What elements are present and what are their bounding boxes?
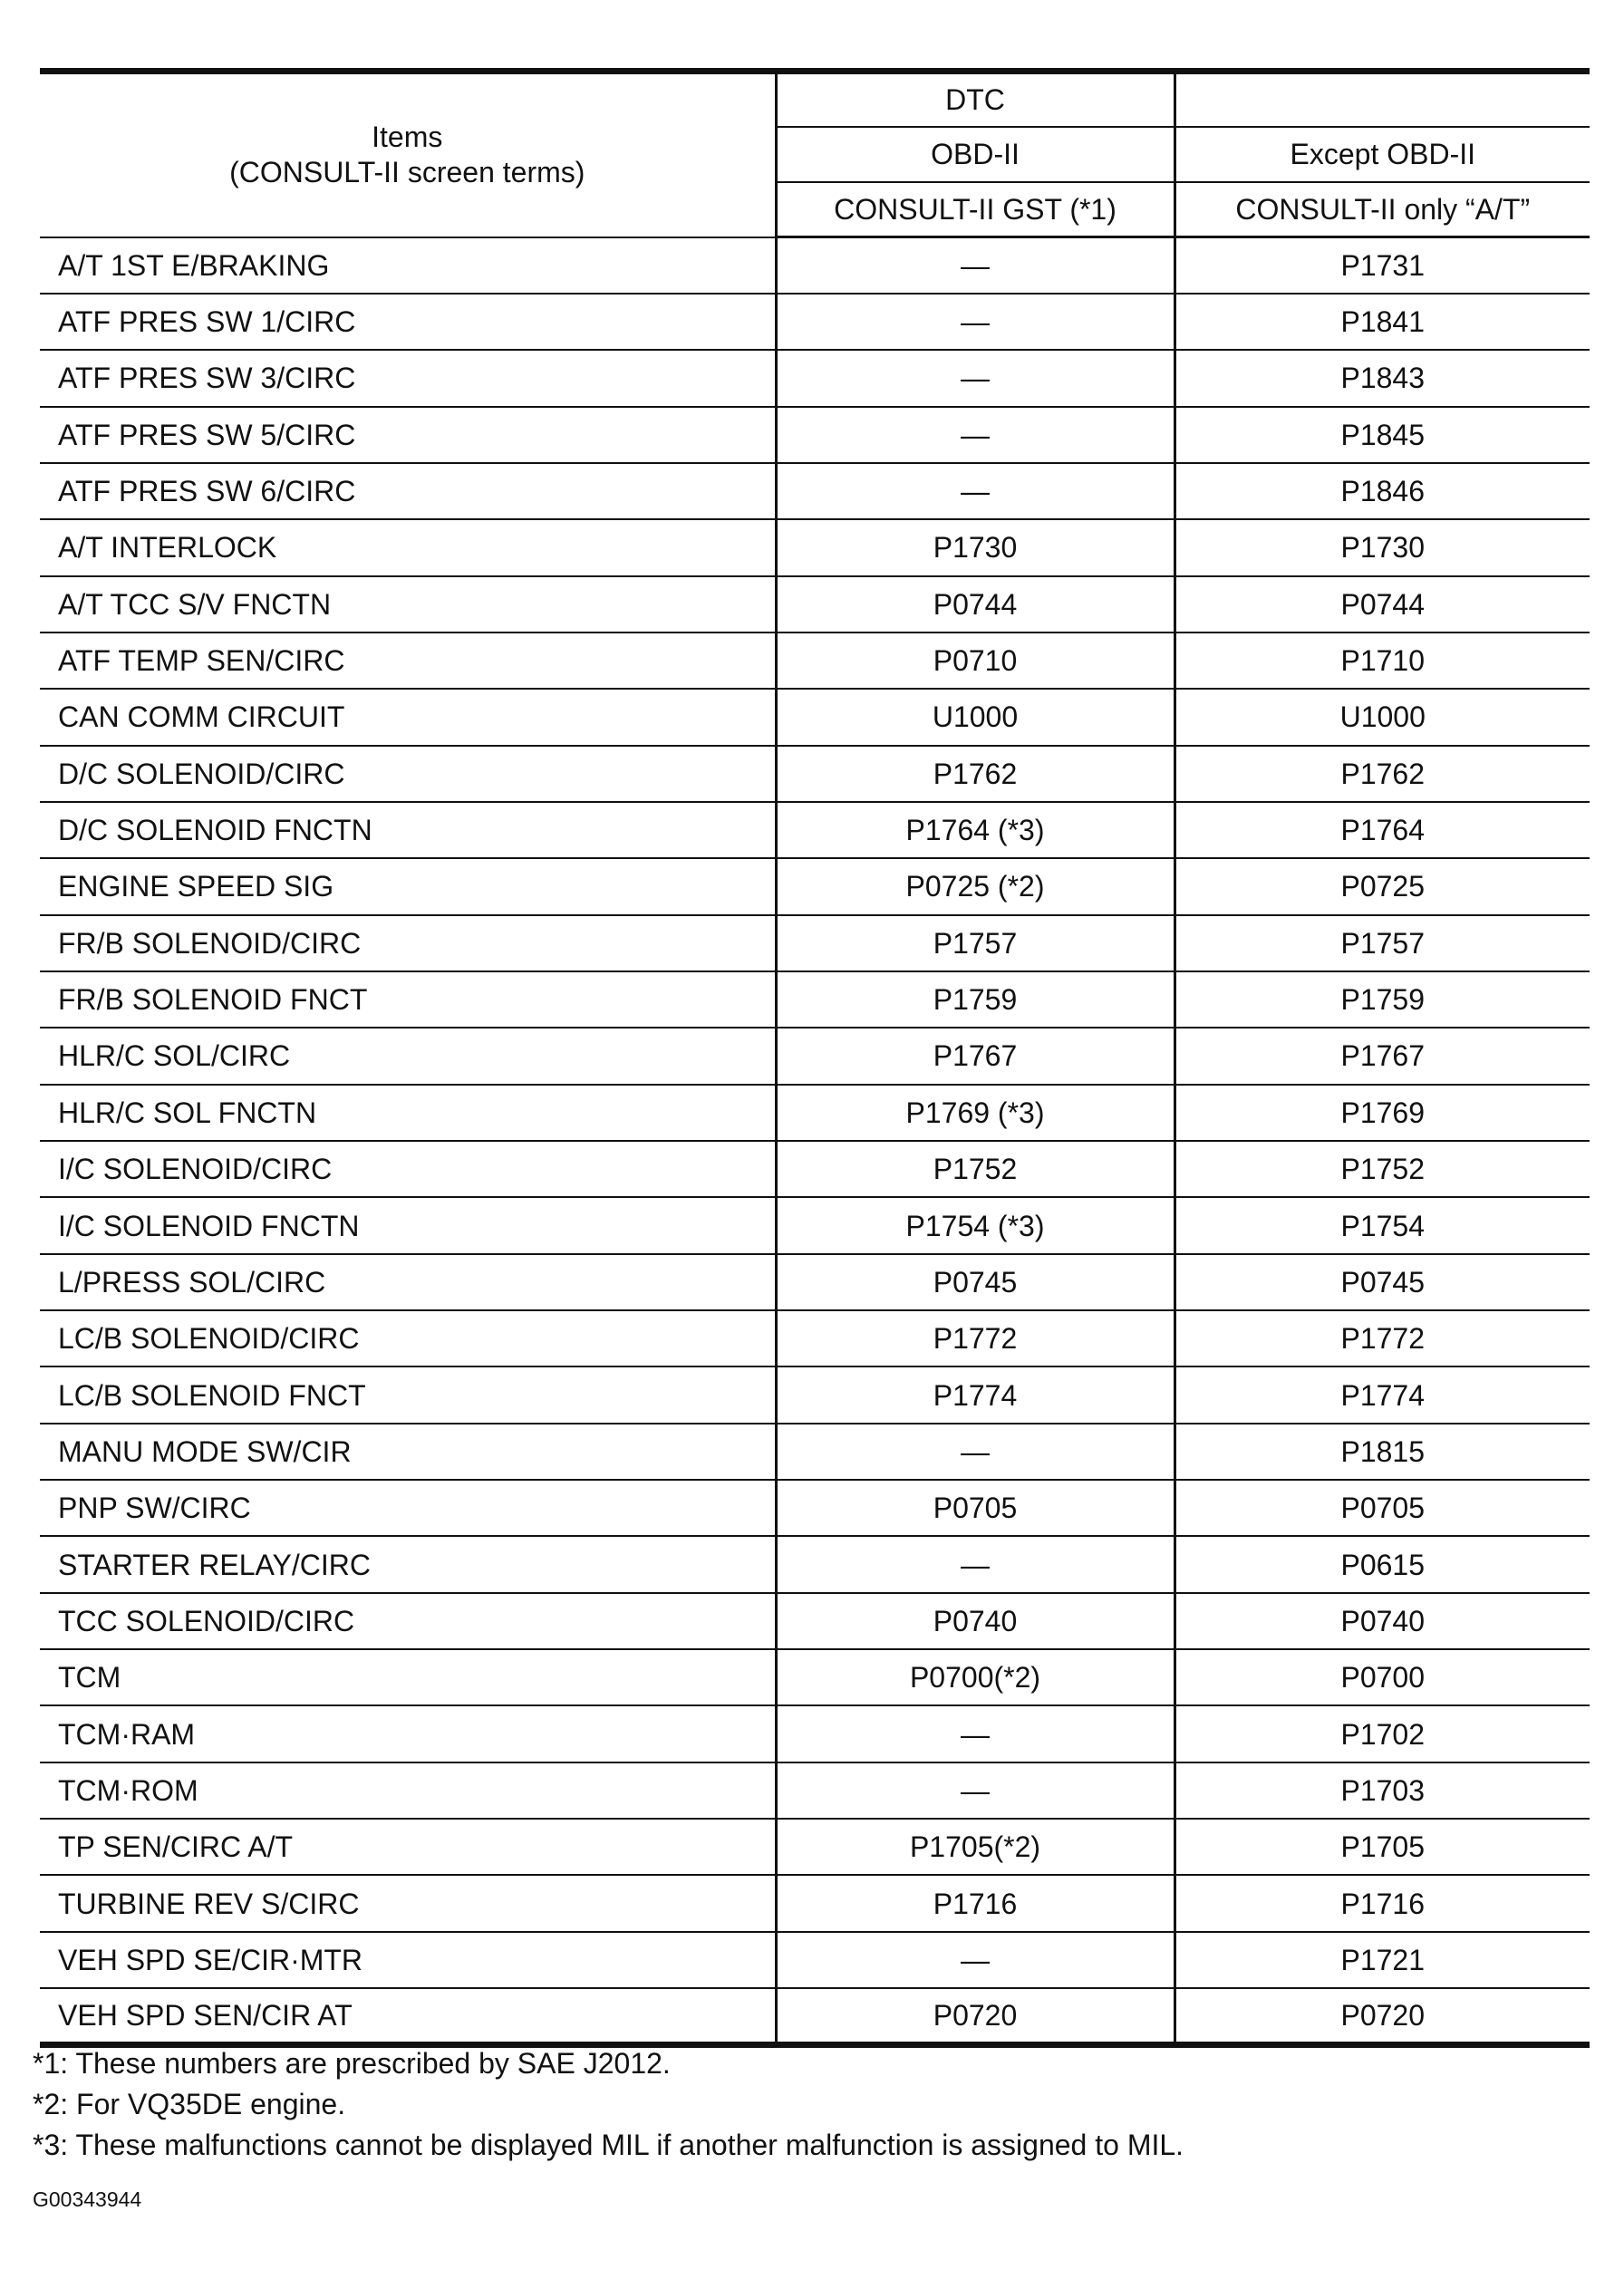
gst-dtc-cell: P1772 — [776, 1310, 1174, 1366]
table-row — [40, 294, 1590, 350]
table-row — [40, 1593, 1590, 1649]
gst-dtc-cell: P1769 (*3) — [776, 1085, 1174, 1141]
consult-only-dtc-cell: P1846 — [1174, 463, 1590, 519]
item-cell: TCM·RAM — [40, 1705, 776, 1762]
gst-dtc-cell: — — [776, 1536, 1174, 1592]
item-cell: FR/B SOLENOID FNCT — [40, 971, 776, 1028]
gst-dtc-cell: P1774 — [776, 1366, 1174, 1423]
table-row — [40, 1424, 1590, 1480]
consult-only-dtc-cell: P1757 — [1174, 915, 1590, 971]
gst-dtc-cell: — — [776, 350, 1174, 406]
consult-only-dtc-cell: P1772 — [1174, 1310, 1590, 1366]
consult-only-dtc-cell: P0725 — [1174, 858, 1590, 914]
item-cell: ATF PRES SW 3/CIRC — [40, 350, 776, 406]
table-row — [40, 1141, 1590, 1197]
gst-dtc-cell: P0705 — [776, 1480, 1174, 1536]
table-row — [40, 802, 1590, 858]
consult-only-dtc-cell: P0740 — [1174, 1593, 1590, 1649]
item-cell: HLR/C SOL FNCTN — [40, 1085, 776, 1141]
item-cell: I/C SOLENOID/CIRC — [40, 1141, 776, 1197]
consult-only-dtc-cell: P0615 — [1174, 1536, 1590, 1592]
table-row — [40, 1028, 1590, 1084]
consult-only-dtc-cell: P0705 — [1174, 1480, 1590, 1536]
consult-only-dtc-cell: P1731 — [1174, 237, 1590, 294]
gst-dtc-cell: P1764 (*3) — [776, 802, 1174, 858]
consult-only-dtc-cell: P1702 — [1174, 1705, 1590, 1762]
gst-dtc-cell: — — [776, 1424, 1174, 1480]
consult-only-dtc-cell: P0720 — [1340, 1999, 1426, 2033]
consult-only-dtc-cell: P1759 — [1174, 971, 1590, 1028]
items-header-line2: (CONSULT-II screen terms) — [229, 156, 585, 189]
obd-ii-header: OBD-II — [776, 127, 1174, 182]
gst-dtc-cell: P1759 — [776, 971, 1174, 1028]
gst-dtc-cell: — — [776, 237, 1174, 294]
consult-only-dtc-cell: P0744 — [1174, 576, 1590, 633]
gst-dtc-cell: — — [776, 294, 1174, 350]
footnote-2: *2: For VQ35DE engine. — [33, 2088, 346, 2120]
item-cell: A/T 1ST E/BRAKING — [40, 237, 776, 294]
consult-only-dtc-cell: P1705 — [1174, 1819, 1590, 1875]
gst-dtc-cell: P0740 — [776, 1593, 1174, 1649]
consult-only-dtc-cell: P1730 — [1174, 519, 1590, 575]
table-row — [40, 350, 1590, 406]
consult-only-dtc-cell: U1000 — [1174, 689, 1590, 745]
consult-only-dtc-cell: P1843 — [1174, 350, 1590, 406]
item-cell: TP SEN/CIRC A/T — [40, 1819, 776, 1875]
gst-dtc-cell: P1705(*2) — [776, 1819, 1174, 1875]
figure-id: G00343944 — [33, 2187, 142, 2211]
gst-dtc-cell: — — [776, 1705, 1174, 1762]
blank-header-cell — [1174, 72, 1590, 127]
consult-only-header: CONSULT-II only “A/T” — [1174, 182, 1590, 237]
table-row — [40, 1762, 1590, 1819]
items-column-header — [40, 72, 776, 237]
consult-only-dtc-cell: P0745 — [1174, 1254, 1590, 1310]
consult-only-dtc-cell: P1841 — [1174, 294, 1590, 350]
item-cell: TCM·ROM — [40, 1762, 776, 1819]
table-row — [40, 1819, 1590, 1875]
table-row — [40, 1085, 1590, 1141]
consult-only-dtc-cell: P1774 — [1174, 1366, 1590, 1423]
gst-dtc-cell: P1767 — [776, 1028, 1174, 1084]
gst-dtc-cell: P1752 — [776, 1141, 1174, 1197]
gst-dtc-cell: U1000 — [776, 689, 1174, 745]
item-cell: STARTER RELAY/CIRC — [40, 1536, 776, 1592]
table-row — [40, 1536, 1590, 1592]
table-row — [40, 633, 1590, 689]
table-row — [40, 689, 1590, 745]
gst-dtc-cell: P1757 — [776, 915, 1174, 971]
items-header-line1: Items — [372, 120, 443, 153]
consult-only-dtc-cell: P1716 — [1174, 1875, 1590, 1931]
table-row — [40, 1705, 1590, 1762]
gst-dtc-cell: P1730 — [776, 519, 1174, 575]
consult-only-dtc-cell: P0700 — [1174, 1649, 1590, 1705]
table-row — [40, 971, 1590, 1028]
dtc-group-header: DTC — [776, 72, 1174, 127]
table-row — [40, 1254, 1590, 1310]
item-cell: LC/B SOLENOID/CIRC — [40, 1310, 776, 1366]
consult-only-dtc-cell: P1845 — [1174, 407, 1590, 463]
item-cell: ATF TEMP SEN/CIRC — [40, 633, 776, 689]
consult-gst-header: CONSULT-II GST (*1) — [776, 182, 1174, 237]
table-row — [40, 407, 1590, 463]
table-row — [40, 519, 1590, 575]
dtc-table — [40, 68, 1590, 2048]
table-row — [40, 1480, 1590, 1536]
item-cell: ATF PRES SW 6/CIRC — [40, 463, 776, 519]
table-row — [40, 1197, 1590, 1253]
item-cell: A/T TCC S/V FNCTN — [40, 576, 776, 633]
gst-dtc-cell: — — [776, 1762, 1174, 1819]
item-cell: D/C SOLENOID/CIRC — [40, 746, 776, 802]
consult-only-dtc-cell: P1769 — [1174, 1085, 1590, 1141]
table-header — [40, 72, 1590, 237]
consult-only-dtc-cell: P1721 — [1174, 1932, 1590, 1988]
item-cell: VEH SPD SEN/CIR AT — [40, 1988, 776, 2044]
gst-dtc-cell: P0744 — [776, 576, 1174, 633]
footnotes — [33, 2043, 1184, 2166]
gst-dtc-cell: P1716 — [776, 1875, 1174, 1931]
consult-only-dtc-cell: P1703 — [1174, 1762, 1590, 1819]
table-row — [40, 746, 1590, 802]
item-cell: I/C SOLENOID FNCTN — [40, 1197, 776, 1253]
footnote-1: *1: These numbers are prescribed by SAE J2012. — [33, 2047, 671, 2080]
consult-only-dtc-cell: P1710 — [1174, 633, 1590, 689]
table-row — [40, 858, 1590, 914]
gst-dtc-cell: P0700(*2) — [776, 1649, 1174, 1705]
table-row — [40, 463, 1590, 519]
consult-only-dtc-cell: P1754 — [1174, 1197, 1590, 1253]
item-cell: D/C SOLENOID FNCTN — [40, 802, 776, 858]
item-cell: FR/B SOLENOID/CIRC — [40, 915, 776, 971]
table-row — [40, 1649, 1590, 1705]
table-row — [40, 1310, 1590, 1366]
gst-dtc-cell: P1754 (*3) — [776, 1197, 1174, 1253]
item-cell: L/PRESS SOL/CIRC — [40, 1254, 776, 1310]
gst-dtc-cell: P0725 (*2) — [776, 858, 1174, 914]
table-row — [40, 1988, 1590, 2044]
table-row — [40, 237, 1590, 294]
item-cell: ATF PRES SW 1/CIRC — [40, 294, 776, 350]
table-row — [40, 915, 1590, 971]
item-cell: TCC SOLENOID/CIRC — [40, 1593, 776, 1649]
table-body — [40, 237, 1590, 2045]
footnote-3: *3: These malfunctions cannot be displayed MIL if another malfunction is assigned to MIL. — [33, 2129, 1184, 2161]
table-row — [40, 1366, 1590, 1423]
item-cell: MANU MODE SW/CIR — [40, 1424, 776, 1480]
item-cell: HLR/C SOL/CIRC — [40, 1028, 776, 1084]
gst-dtc-cell: — — [776, 1932, 1174, 1988]
item-cell: TURBINE REV S/CIRC — [40, 1875, 776, 1931]
consult-only-dtc-cell: P1764 — [1174, 802, 1590, 858]
item-cell: LC/B SOLENOID FNCT — [40, 1366, 776, 1423]
item-cell: ENGINE SPEED SIG — [40, 858, 776, 914]
gst-dtc-cell: — — [776, 463, 1174, 519]
except-obd-ii-header: Except OBD-II — [1174, 127, 1590, 182]
item-cell: CAN COMM CIRCUIT — [40, 689, 776, 745]
gst-dtc-cell: P0720 — [776, 1988, 1174, 2044]
item-cell: A/T INTERLOCK — [40, 519, 776, 575]
gst-dtc-cell: P0710 — [776, 633, 1174, 689]
table-row — [40, 1932, 1590, 1988]
gst-dtc-cell: — — [776, 407, 1174, 463]
consult-only-dtc-cell: P1815 — [1174, 1424, 1590, 1480]
consult-only-dtc-cell: P1752 — [1174, 1141, 1590, 1197]
item-cell: TCM — [40, 1649, 776, 1705]
item-cell: ATF PRES SW 5/CIRC — [40, 407, 776, 463]
item-cell: VEH SPD SE/CIR·MTR — [40, 1932, 776, 1988]
table-row — [40, 576, 1590, 633]
table-row — [40, 1875, 1590, 1931]
gst-dtc-cell: P0745 — [776, 1254, 1174, 1310]
consult-only-dtc-cell: P1767 — [1174, 1028, 1590, 1084]
gst-dtc-cell: P1762 — [776, 746, 1174, 802]
item-cell: PNP SW/CIRC — [40, 1480, 776, 1536]
consult-only-dtc-cell: P1762 — [1174, 746, 1590, 802]
